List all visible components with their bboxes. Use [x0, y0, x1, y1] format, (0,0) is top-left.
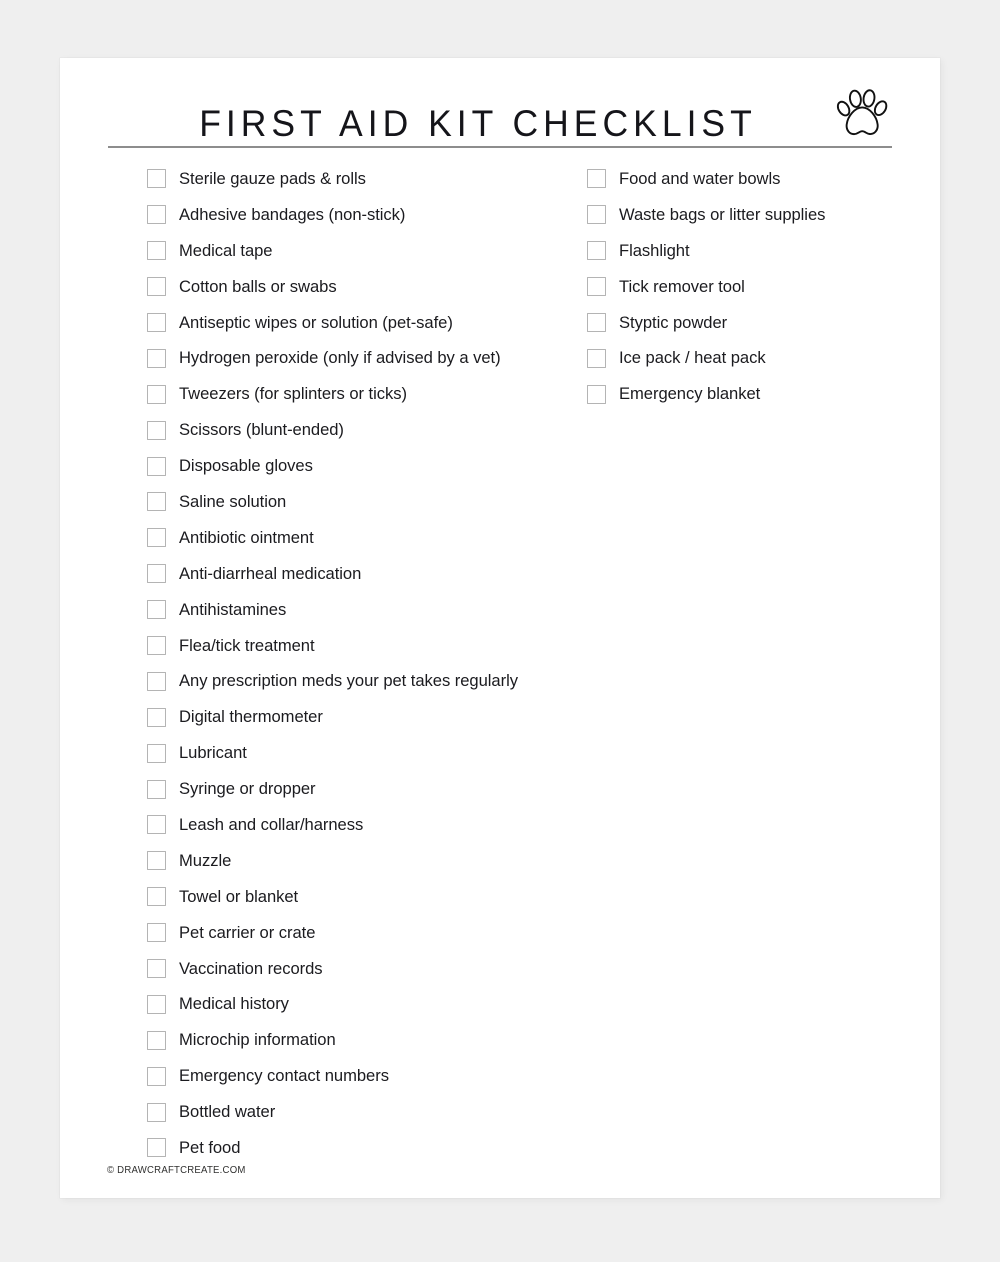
checklist-item-label: Emergency contact numbers: [179, 1066, 389, 1086]
checklist-item-label: Saline solution: [179, 491, 287, 511]
checklist-item-label: Anti-diarrheal medication: [179, 563, 362, 583]
checklist-item-label: Any prescription meds your pet takes regularly: [179, 671, 518, 691]
checklist-item-label: Disposable gloves: [179, 456, 313, 476]
checklist-item[interactable]: [147, 592, 617, 628]
checklist-item-label: Bottled water: [179, 1102, 276, 1122]
checklist-item-label: Pet carrier or crate: [179, 922, 316, 942]
printable-sheet: [60, 58, 940, 1198]
checklist-item[interactable]: [587, 340, 917, 376]
checkbox[interactable]: [147, 995, 166, 1014]
checkbox[interactable]: [147, 636, 166, 655]
checklist-item[interactable]: [587, 269, 917, 305]
checkbox[interactable]: [147, 277, 166, 296]
checklist-item[interactable]: [147, 1130, 617, 1166]
checklist-item[interactable]: [147, 1022, 617, 1058]
checklist-item[interactable]: [147, 986, 617, 1022]
checkbox[interactable]: [587, 205, 606, 224]
checkbox[interactable]: [587, 349, 606, 368]
checklist-item[interactable]: [147, 699, 617, 735]
checklist-item-label: Microchip information: [179, 1030, 336, 1050]
checkbox[interactable]: [147, 959, 166, 978]
checkbox[interactable]: [147, 744, 166, 763]
checklist-item[interactable]: [147, 1058, 617, 1094]
checklist-item-label: Cotton balls or swabs: [179, 276, 337, 296]
checklist-item-label: Leash and collar/harness: [179, 814, 364, 834]
checkbox[interactable]: [147, 780, 166, 799]
checklist-item-label: Antibiotic ointment: [179, 527, 314, 547]
checklist-item[interactable]: [147, 807, 617, 843]
checkbox[interactable]: [147, 708, 166, 727]
checkbox[interactable]: [147, 492, 166, 511]
checklist-item[interactable]: [587, 233, 917, 269]
checkbox[interactable]: [147, 887, 166, 906]
checkbox[interactable]: [147, 205, 166, 224]
checkbox[interactable]: [147, 528, 166, 547]
checklist-item-label: Muzzle: [179, 850, 232, 870]
checkbox[interactable]: [147, 672, 166, 691]
checkbox[interactable]: [147, 241, 166, 260]
footer-credit: © DRAWCRAFTCREATE.COM: [107, 1165, 246, 1176]
checklist-item-label: Emergency blanket: [619, 384, 761, 404]
checklist-item[interactable]: [147, 628, 617, 664]
checkbox[interactable]: [147, 815, 166, 834]
checkbox[interactable]: [147, 169, 166, 188]
checklist-item-label: Pet food: [179, 1137, 241, 1157]
checklist-item[interactable]: [147, 1094, 617, 1130]
checklist-item[interactable]: [147, 951, 617, 987]
checklist-item[interactable]: [147, 305, 617, 341]
checklist-column-left: [147, 161, 617, 1166]
checkbox[interactable]: [147, 1067, 166, 1086]
checklist-item-label: Antiseptic wipes or solution (pet-safe): [179, 312, 453, 332]
checklist-item-label: Vaccination records: [179, 958, 323, 978]
checkbox[interactable]: [147, 1031, 166, 1050]
checklist-item[interactable]: [587, 161, 917, 197]
checklist-item[interactable]: [587, 305, 917, 341]
checkbox[interactable]: [587, 385, 606, 404]
checkbox[interactable]: [147, 1138, 166, 1157]
checkbox[interactable]: [147, 349, 166, 368]
checkbox[interactable]: [147, 600, 166, 619]
checklist-item[interactable]: [147, 484, 617, 520]
checkbox[interactable]: [147, 385, 166, 404]
checklist-item-label: Antihistamines: [179, 599, 287, 619]
checklist-item-label: Towel or blanket: [179, 886, 299, 906]
checklist-item-label: Hydrogen peroxide (only if advised by a vet): [179, 348, 501, 368]
checklist-item[interactable]: [147, 556, 617, 592]
checkbox[interactable]: [587, 241, 606, 260]
checklist-item-label: Digital thermometer: [179, 707, 323, 727]
checkbox[interactable]: [587, 277, 606, 296]
checklist-item-label: Waste bags or litter supplies: [619, 204, 826, 224]
checklist-item[interactable]: [147, 376, 617, 412]
checkbox[interactable]: [147, 564, 166, 583]
checklist-area: [60, 58, 940, 1198]
checklist-item-label: Flea/tick treatment: [179, 635, 315, 655]
checklist-item[interactable]: [147, 197, 617, 233]
checkbox[interactable]: [147, 923, 166, 942]
checkbox[interactable]: [147, 851, 166, 870]
checklist-column-right: [587, 161, 917, 412]
checklist-item[interactable]: [147, 879, 617, 915]
checklist-item-label: Tweezers (for splinters or ticks): [179, 384, 407, 404]
checkbox[interactable]: [147, 421, 166, 440]
checklist-item[interactable]: [147, 269, 617, 305]
checkbox[interactable]: [147, 1103, 166, 1122]
checklist-item[interactable]: [147, 663, 617, 699]
checklist-item[interactable]: [147, 771, 617, 807]
checklist-item-label: Styptic powder: [619, 312, 728, 332]
checkbox[interactable]: [147, 457, 166, 476]
checkbox[interactable]: [587, 313, 606, 332]
checklist-item[interactable]: [147, 412, 617, 448]
checkbox[interactable]: [587, 169, 606, 188]
checklist-item[interactable]: [587, 376, 917, 412]
checklist-item-label: Syringe or dropper: [179, 779, 316, 799]
checklist-item-label: Adhesive bandages (non-stick): [179, 204, 406, 224]
checklist-item[interactable]: [587, 197, 917, 233]
checklist-item[interactable]: [147, 520, 617, 556]
checklist-item[interactable]: [147, 233, 617, 269]
checklist-item-label: Scissors (blunt-ended): [179, 420, 344, 440]
checklist-item-label: Ice pack / heat pack: [619, 348, 766, 368]
checklist-item[interactable]: [147, 915, 617, 951]
checklist-item-label: Sterile gauze pads & rolls: [179, 168, 366, 188]
checklist-item[interactable]: [147, 161, 617, 197]
checklist-item[interactable]: [147, 448, 617, 484]
checklist-item-label: Lubricant: [179, 743, 247, 763]
checkbox[interactable]: [147, 313, 166, 332]
checklist-item[interactable]: [147, 735, 617, 771]
page-title: FIRST AID KIT CHECKLIST: [199, 103, 757, 144]
checklist-item-label: Flashlight: [619, 240, 690, 260]
checklist-item-label: Food and water bowls: [619, 168, 781, 188]
checklist-item-label: Medical history: [179, 994, 289, 1014]
checklist-item[interactable]: [147, 340, 617, 376]
checklist-item-label: Medical tape: [179, 240, 273, 260]
checklist-item[interactable]: [147, 843, 617, 879]
checklist-item-label: Tick remover tool: [619, 276, 745, 296]
